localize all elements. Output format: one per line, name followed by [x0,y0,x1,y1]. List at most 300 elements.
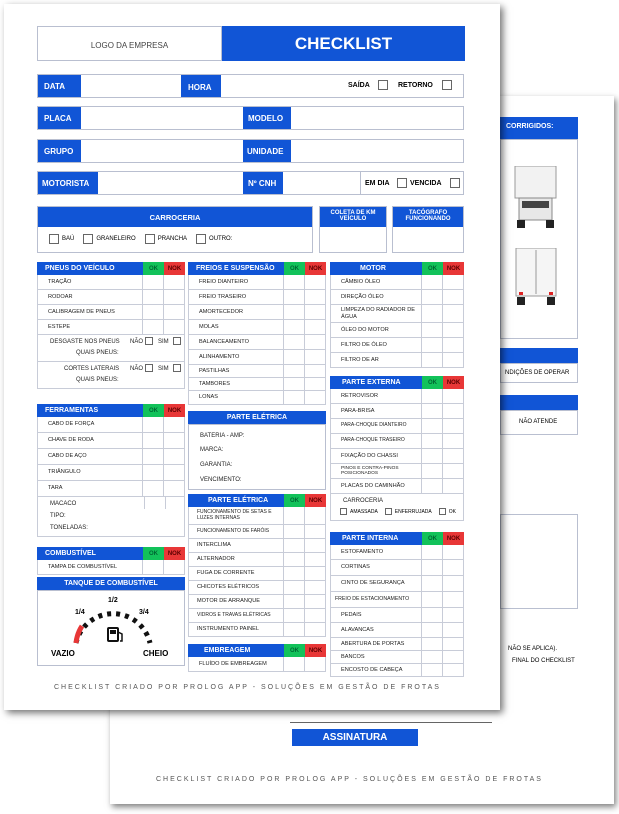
ok-cell[interactable] [421,608,442,622]
label-unidade: UNIDADE [243,140,291,162]
row-motorista [37,171,464,195]
back-final: FINAL DO CHECKLIST [512,658,575,664]
ok-cell[interactable] [421,479,442,493]
ok-cell[interactable] [283,305,304,319]
nao-label: NÃO [130,366,144,372]
ok-cell[interactable] [283,623,304,636]
ok-cell[interactable] [283,553,304,566]
ok-cell[interactable] [421,275,442,289]
nok-cell[interactable] [304,609,325,622]
label-motorista: MOTORISTA [38,172,98,194]
item-label: BALANCEAMENTO [199,338,249,345]
ok-cell[interactable] [283,275,304,289]
nok-cell[interactable] [304,507,325,524]
checkbox-prancha[interactable] [145,234,155,244]
nok-cell[interactable] [304,567,325,580]
nok-cell[interactable] [304,335,325,349]
item-label: PARA-BRISA [341,407,375,414]
ok-cell[interactable] [142,560,163,574]
externa-title: PARTE EXTERNA [342,379,401,386]
ok-label: OK [143,404,164,417]
item-label: TRAÇÃO [48,278,72,285]
list-item [38,320,184,335]
motor-header [330,262,464,275]
list-item [189,378,325,391]
ok-cell[interactable] [421,434,442,448]
toneladas-label: TONELADAS: [50,525,88,531]
nok-cell[interactable] [442,664,463,676]
opt-prancha: PRANCHA [157,236,188,242]
cortes-label: CORTES LATERAIS [64,366,120,372]
tacografo-box [392,206,464,253]
nok-cell[interactable] [304,525,325,538]
back-footer: CHECKLIST CRIADO POR PROLOG APP - SOLUÇÕES EM GESTÃO DE FROTAS [156,776,543,783]
checkbox-sim[interactable] [173,364,181,372]
ok-cell[interactable] [421,449,442,463]
nok-cell[interactable] [442,290,463,304]
checkbox-retorno[interactable] [442,80,452,90]
checkbox-vencida[interactable] [450,178,460,188]
ok-cell[interactable] [421,638,442,650]
ok-cell[interactable] [142,465,163,480]
list-item [331,664,463,677]
item-label: INTERCLIMA [197,542,231,549]
ok-label: OK [143,262,164,275]
item-label: VIDROS E TRAVAS ELÉTRICAS [197,611,271,618]
nok-cell[interactable] [442,592,463,607]
nok-cell[interactable] [304,275,325,289]
nok-label: NOK [443,262,464,275]
ok-cell[interactable] [283,335,304,349]
interna-title: PARTE INTERNA [342,535,399,542]
label-cnh: Nº CNH [243,172,283,194]
eletrica2-title: PARTE ELÉTRICA [208,497,269,504]
nok-label: NOK [305,262,326,275]
item-label: ENCOSTO DE CABEÇA [341,666,403,673]
nok-cell[interactable] [442,464,463,478]
nok-cell[interactable] [442,479,463,493]
mark-half: 1/2 [108,597,118,604]
label-data: DATA [38,75,81,97]
eletrica1-box [188,424,326,490]
nok-cell[interactable] [442,608,463,622]
front-page [4,4,500,710]
ok-cell[interactable] [142,417,163,432]
back-notes-box [500,514,578,609]
ok-cell[interactable] [283,595,304,608]
nok-cell[interactable] [442,623,463,637]
ok-cell[interactable] [421,560,442,575]
item-label: CHAVE DE RODA [48,437,94,444]
eletrica2-header [188,494,326,507]
front-footer: CHECKLIST CRIADO POR PROLOG APP - SOLUÇÕES EM GESTÃO DE FROTAS [54,684,441,691]
item-label: TAMPA DE COMBUSTÍVEL [48,563,118,570]
ok-cell[interactable] [421,545,442,559]
list-item [189,567,325,581]
list-item [331,434,463,449]
item-label: CINTO DE SEGURANÇA [341,580,405,587]
nok-cell[interactable] [163,417,184,432]
freios-title: FREIOS E SUSPENSÃO [196,265,275,272]
item-label: ESTEPE [48,323,71,330]
tacografo-title: TACÓGRAFO FUNCIONANDO [393,207,463,227]
item-label: ALINHAMENTO [199,353,240,360]
checkbox-sim[interactable] [173,337,181,345]
ok-cell[interactable] [283,581,304,594]
item-label: PASTILHAS [199,367,230,374]
pneus-title: PNEUS DO VEÍCULO [45,265,115,272]
list-item [38,560,184,575]
item-label: RODOAR [48,293,73,300]
input-grupo[interactable] [81,140,241,162]
label-grupo: GRUPO [38,140,81,162]
list-item [331,608,463,623]
opt-amassada: AMASSADA [350,508,378,515]
checkbox-outro[interactable] [196,234,206,244]
opt-enferrujada: ENFERRUJADA [394,508,432,515]
item-label: TARA [48,485,63,492]
mark-quarter: 1/4 [75,609,85,616]
motor-title: MOTOR [360,265,386,272]
ok-cell[interactable] [421,576,442,591]
label-retorno: RETORNO [398,82,433,89]
coleta-title: COLETA DE KM VEÍCULO [320,207,386,227]
list-item [331,449,463,464]
list-item [331,389,463,404]
ok-cell[interactable] [421,305,442,322]
list-item [38,481,184,497]
nok-label: NOK [164,262,185,275]
item-label: TRIÂNGULO [48,469,81,476]
nok-cell[interactable] [304,305,325,319]
opt-bau: BAÚ [62,236,75,242]
nok-cell[interactable] [304,539,325,552]
eletrica1-title: PARTE ELÉTRICA [188,411,326,424]
nok-cell[interactable] [304,320,325,334]
nok-cell[interactable] [304,290,325,304]
macaco-label: MACACO [50,501,77,507]
checkbox-amassada[interactable] [340,508,347,515]
quais-label: QUAIS PNEUS: [76,350,119,356]
ok-cell[interactable] [421,623,442,637]
list-item [38,449,184,465]
back-nao-atende-row: NÃO ATENDE [500,410,578,435]
ok-cell[interactable] [283,350,304,364]
list-item [38,275,184,290]
nok-cell[interactable] [442,449,463,463]
ok-cell[interactable] [142,433,163,448]
list-item [38,305,184,320]
item-label: FREIO TRASEIRO [199,293,247,300]
item-label: CABO DE AÇO [48,453,87,460]
opt-outro: OUTRO: [209,236,233,242]
item-label: FUNCIONAMENTO DE FARÓIS [197,527,270,534]
list-item [331,305,463,323]
list-item [189,539,325,553]
ok-cell[interactable] [283,539,304,552]
nok-cell[interactable] [442,651,463,663]
item-label: MOLAS [199,323,219,330]
nao-label: NÃO [130,339,144,345]
ok-cell[interactable] [421,323,442,337]
ok-cell[interactable] [142,305,163,319]
truck-rear-image [515,248,557,306]
list-item [38,465,184,481]
nok-cell[interactable] [442,323,463,337]
item-label: LIMPEZA DO RADIADOR DE ÁGUA [341,307,415,320]
label-vazio: VAZIO [51,649,75,658]
nok-cell[interactable] [442,638,463,650]
ok-cell[interactable] [283,365,304,377]
pneus-list [37,275,185,389]
externa-header [330,376,464,389]
back-bar-2 [500,395,578,410]
sim-label: SIM [158,366,169,372]
list-item [189,623,325,637]
checkbox-em-dia[interactable] [397,178,407,188]
label-cheio: CHEIO [143,649,169,658]
desgaste-row [38,335,184,362]
checkbox-nao[interactable] [145,364,153,372]
nok-cell[interactable] [442,305,463,322]
item-label: ALAVANCAS [341,626,374,633]
item-label: FILTRO DE AR [341,356,379,363]
marca-label: MARCA: [200,447,224,453]
item-label: FLUÍDO DE EMBREAGEM [199,660,267,667]
nok-cell[interactable] [442,338,463,352]
combustivel-list [37,560,185,575]
ok-cell[interactable] [421,290,442,304]
list-item [189,609,325,623]
item-label: PINOS E CONTRA-PINOS POSICIONADOS [341,465,399,476]
nok-cell[interactable] [442,389,463,403]
nok-cell[interactable] [442,404,463,418]
item-label: TAMBORES [199,380,230,387]
nok-cell[interactable] [163,275,184,289]
nok-cell[interactable] [304,553,325,566]
checkbox-nao[interactable] [145,337,153,345]
list-item [331,290,463,305]
ok-label: OK [143,547,164,560]
item-label: MOTOR DE ARRANQUE [197,598,260,605]
ok-cell[interactable] [142,449,163,464]
ok-cell[interactable] [421,664,442,676]
nok-cell[interactable] [304,657,325,671]
mark-three-quarter: 3/4 [139,609,149,616]
item-label: CABO DE FORÇA [48,421,95,428]
list-item [331,353,463,368]
ok-label: OK [284,494,305,507]
assinatura-label: ASSINATURA [292,729,418,746]
input-hora[interactable] [221,75,341,97]
ok-cell[interactable] [142,320,163,334]
ok-label: OK [422,262,443,275]
item-label: PLACAS DO CAMINHÃO [341,482,405,489]
label-modelo: MODELO [243,107,291,129]
list-item [331,404,463,419]
ok-label: OK [422,532,443,545]
nok-cell[interactable] [442,576,463,591]
list-item [189,553,325,567]
truck-front-image [513,166,558,228]
interna-list [330,545,464,677]
ok-label: OK [422,376,443,389]
ok-label: OK [284,262,305,275]
externa-carroceria-row [331,494,463,521]
ok-cell[interactable] [142,290,163,304]
input-unidade[interactable] [291,140,463,162]
ok-cell[interactable] [142,481,163,496]
nok-label: NOK [164,547,185,560]
nok-label: NOK [443,376,464,389]
ferramentas-title: FERRAMENTAS [45,407,99,414]
checkbox-bau[interactable] [49,234,59,244]
checkbox-enferrujada[interactable] [385,508,392,515]
ok-cell[interactable] [283,609,304,622]
ok-cell[interactable] [283,657,304,671]
input-cnh[interactable] [283,172,361,194]
nok-cell[interactable] [442,560,463,575]
list-item [331,623,463,638]
item-label: PARA-CHOQUE TRASEIRO [341,437,405,444]
label-hora: HORA [181,75,221,97]
nok-cell[interactable] [304,365,325,377]
nok-cell[interactable] [163,305,184,319]
row-placa [37,106,464,130]
ok-cell[interactable] [283,567,304,580]
label-em-dia: EM DIA [365,180,390,187]
list-item [189,275,325,290]
nok-cell[interactable] [163,481,184,496]
back-nao-aplica: NÃO SE APLICA). [508,646,558,652]
checkbox-graneleiro[interactable] [83,234,93,244]
checkbox-saida[interactable] [378,80,388,90]
nok-cell[interactable] [163,449,184,464]
ok-cell[interactable] [421,651,442,663]
list-item [189,305,325,320]
item-label: FUNCIONAMENTO DE SETAS E LUZES INTERNAS [197,509,272,521]
nok-cell[interactable] [163,290,184,304]
list-item [189,525,325,539]
input-motorista[interactable] [98,172,241,194]
list-item [189,657,325,672]
label-placa: PLACA [38,107,81,129]
list-item [189,581,325,595]
combustivel-header [37,547,185,560]
input-placa[interactable] [81,107,241,129]
embreagem-header [188,644,326,657]
ok-cell[interactable] [283,391,304,404]
fuel-gauge [37,590,185,666]
list-item [331,638,463,651]
nok-cell[interactable] [163,433,184,448]
opt-graneleiro: GRANELEIRO [96,236,136,242]
item-label: ALTERNADOR [197,556,235,563]
carroceria-title: CARROCERIA [38,207,312,227]
ok-cell[interactable] [283,320,304,334]
ok-cell[interactable] [421,338,442,352]
item-label: FREIO DE ESTACIONAMENTO [335,595,410,602]
nok-cell[interactable] [304,378,325,390]
back-bar-1 [500,348,578,363]
ok-cell[interactable] [421,353,442,367]
nok-cell[interactable] [442,353,463,367]
item-label: CHICOTES ELÉTRICOS [197,584,260,591]
nok-cell[interactable] [442,275,463,289]
list-item [331,545,463,560]
nok-cell[interactable] [304,391,325,404]
page-title: CHECKLIST [222,26,465,61]
back-header-corrigidos: CORRIGIDOS: [500,117,578,139]
embreagem-title: EMBREAGEM [204,647,251,654]
nok-cell[interactable] [304,581,325,594]
row-grupo [37,139,464,163]
combustivel-title: COMBUSTÍVEL [45,550,96,557]
ok-cell[interactable] [283,507,304,524]
ok-cell[interactable] [283,378,304,390]
ok-cell[interactable] [421,419,442,433]
item-label: DIREÇÃO ÓLEO [341,293,384,300]
input-modelo[interactable] [291,107,463,129]
nok-label: NOK [305,644,326,657]
ok-label: OK [284,644,305,657]
pneus-header [37,262,185,275]
cortes-row [38,362,184,389]
item-label: ABERTURA DE PORTAS [341,640,405,647]
nok-cell[interactable] [163,465,184,480]
list-item [189,350,325,365]
nok-cell[interactable] [163,560,184,574]
ok-cell[interactable] [421,464,442,478]
list-item [189,507,325,525]
list-item [331,275,463,290]
list-item [38,417,184,433]
input-data[interactable] [81,75,181,97]
nok-cell[interactable] [442,419,463,433]
embreagem-list [188,657,326,672]
carroceria-ext-options [337,508,456,515]
list-item [331,464,463,479]
nok-cell[interactable] [442,434,463,448]
list-item [189,595,325,609]
sim-label: SIM [158,339,169,345]
signature-line [290,722,492,723]
item-label: PEDAIS [341,611,362,618]
nok-cell[interactable] [442,545,463,559]
item-label: INSTRUMENTO PAINEL [197,626,259,633]
macaco-row [38,497,184,537]
nok-cell[interactable] [304,623,325,636]
ok-cell[interactable] [283,290,304,304]
bateria-label: BATERIA - AMP: [200,433,245,439]
nok-cell[interactable] [163,320,184,334]
tipo-label: TIPO: [50,513,66,519]
ok-cell[interactable] [283,525,304,538]
checkbox-ok[interactable] [439,508,446,515]
item-label: RETROVISOR [341,392,378,399]
nok-cell[interactable] [304,350,325,364]
ok-cell[interactable] [421,404,442,418]
tanque-title: TANQUE DE COMBUSTÍVEL [37,577,185,590]
ok-cell[interactable] [421,592,442,607]
item-label: PARA-CHOQUE DIANTEIRO [341,422,407,429]
motor-list [330,275,464,368]
ok-cell[interactable] [142,275,163,289]
label-saida: SAÍDA [348,82,370,89]
nok-cell[interactable] [304,595,325,608]
list-item [189,335,325,350]
ok-cell[interactable] [421,389,442,403]
